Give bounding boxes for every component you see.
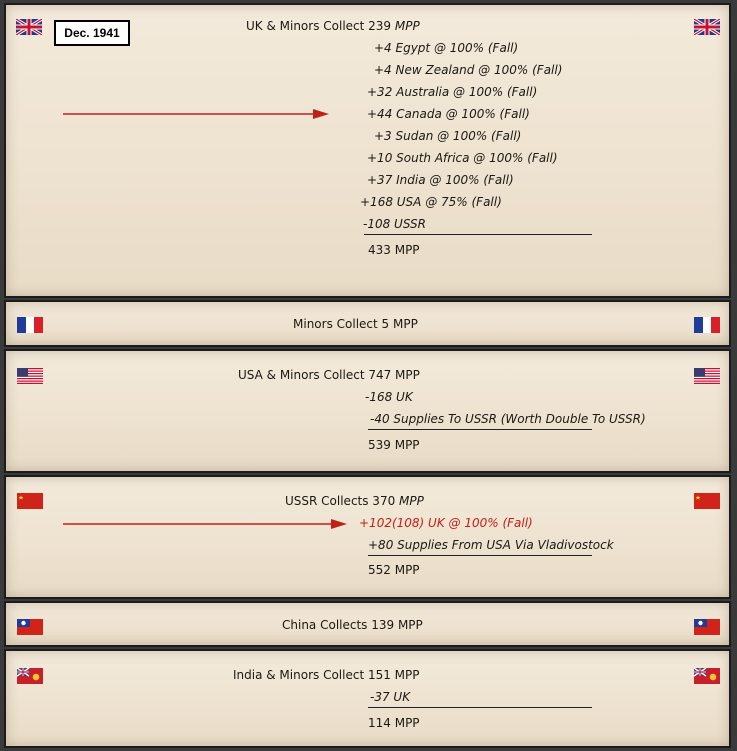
ussr-line-uk: +102(108) UK @ 100% (Fall) bbox=[359, 516, 533, 530]
ussr-panel bbox=[4, 475, 731, 599]
uk-line-usa: +168 USA @ 75% (Fall) bbox=[360, 195, 502, 209]
ussr-line-supplies: +80 Supplies From USA Via Vladivostock bbox=[368, 538, 614, 552]
china-title: China Collects 139 MPP bbox=[282, 618, 423, 632]
usa-panel bbox=[4, 349, 731, 473]
uk-title: UK & Minors Collect 239 MPP bbox=[246, 19, 420, 33]
india-title: India & Minors Collect 151 MPP bbox=[233, 668, 420, 682]
uk-line-sudan: +3 Sudan @ 100% (Fall) bbox=[374, 129, 522, 143]
uk-flag-icon bbox=[694, 19, 720, 35]
ussr-flag-icon bbox=[694, 493, 720, 509]
india-flag-icon bbox=[694, 668, 720, 684]
date-label: Dec. 1941 bbox=[54, 20, 130, 46]
ussr-title: USSR Collects 370 MPP bbox=[285, 494, 424, 508]
uk-arrow bbox=[63, 108, 329, 120]
france-title: Minors Collect 5 MPP bbox=[293, 317, 418, 331]
ussr-total: 552 MPP bbox=[368, 563, 420, 577]
usa-line-supplies: -40 Supplies To USSR (Worth Double To USSR) bbox=[370, 412, 646, 426]
uk-flag-icon bbox=[16, 19, 42, 35]
ussr-arrow bbox=[63, 518, 347, 530]
usa-line-uk: -168 UK bbox=[365, 390, 413, 404]
india-flag-icon bbox=[17, 668, 43, 684]
uk-line-egypt: +4 Egypt @ 100% (Fall) bbox=[374, 41, 519, 55]
france-panel bbox=[4, 300, 731, 347]
france-flag-icon bbox=[694, 317, 720, 333]
france-flag-icon bbox=[17, 317, 43, 333]
china-flag-icon bbox=[17, 619, 43, 635]
usa-flag-icon bbox=[694, 368, 720, 384]
usa-divider bbox=[368, 429, 592, 430]
india-line-uk: -37 UK bbox=[370, 690, 411, 704]
uk-line-canada: +44 Canada @ 100% (Fall) bbox=[367, 107, 530, 121]
ussr-flag-icon bbox=[17, 493, 43, 509]
india-panel bbox=[4, 649, 731, 748]
china-panel bbox=[4, 601, 731, 647]
uk-panel bbox=[4, 3, 731, 298]
uk-divider bbox=[364, 234, 592, 235]
uk-line-new-zealand: +4 New Zealand @ 100% (Fall) bbox=[374, 63, 563, 77]
ussr-divider bbox=[368, 555, 592, 556]
uk-total: 433 MPP bbox=[368, 243, 420, 257]
usa-flag-icon bbox=[17, 368, 43, 384]
uk-line-australia: +32 Australia @ 100% (Fall) bbox=[367, 85, 538, 99]
usa-total: 539 MPP bbox=[368, 438, 420, 452]
usa-title: USA & Minors Collect 747 MPP bbox=[238, 368, 420, 382]
uk-line-india: +37 India @ 100% (Fall) bbox=[367, 173, 514, 187]
india-divider bbox=[368, 707, 592, 708]
uk-line-south-africa: +10 South Africa @ 100% (Fall) bbox=[367, 151, 558, 165]
india-total: 114 MPP bbox=[368, 716, 420, 730]
uk-line-ussr: -108 USSR bbox=[363, 217, 426, 231]
china-flag-icon bbox=[694, 619, 720, 635]
